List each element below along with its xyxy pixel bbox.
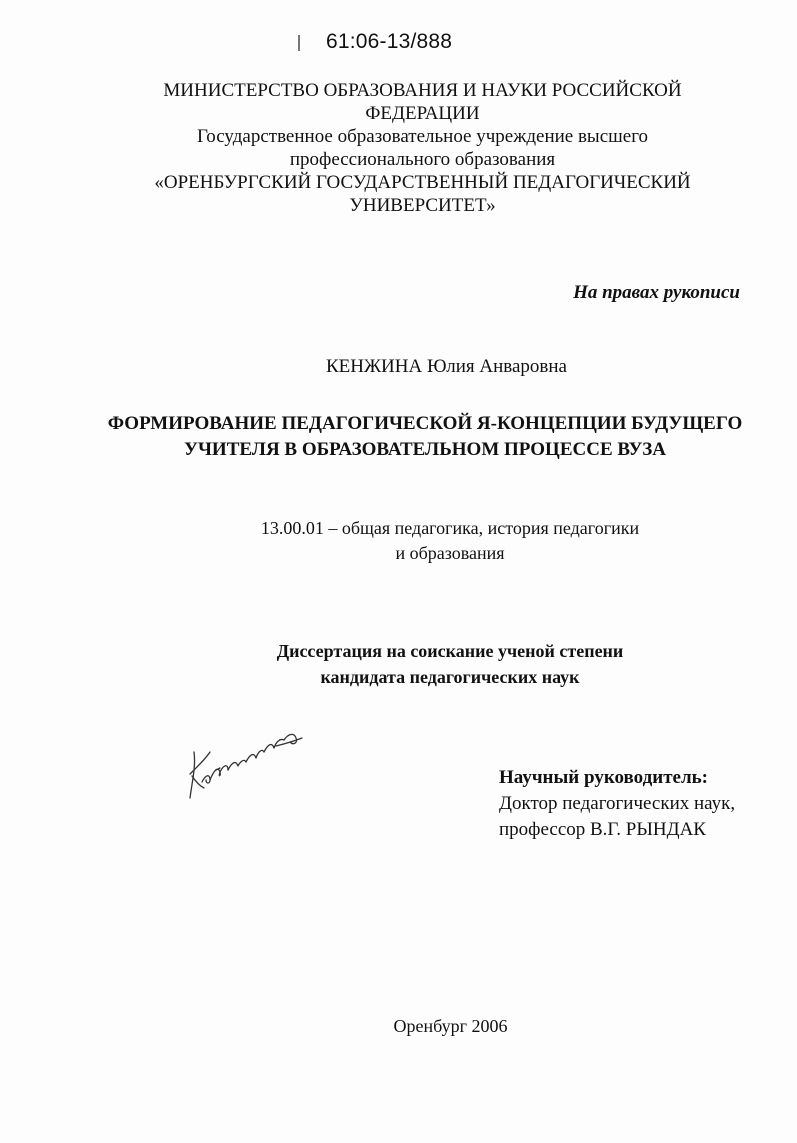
author-line [0,356,797,378]
dissertation-title [100,411,750,463]
supervisor-name: профессор В.Г. РЫНДАК [499,819,706,840]
university-line-2: УНИВЕРСИТЕТ» [349,195,496,216]
specialty-line-1: 13.00.01 – общая педагогика, история педагогики [260,518,640,538]
institution-line-2: профессионального образования [289,149,556,170]
degree-line-1: Диссертация на соискание ученой степени [276,641,624,661]
institution-header [150,79,695,217]
handwritten-signature [180,712,310,812]
supervisor-heading: Научный руководитель: [499,767,708,788]
title-line-2: УЧИТЕЛЯ В ОБРАЗОВАТЕЛЬНОМ ПРОЦЕССЕ ВУЗА [184,439,666,460]
supervisor-degree: Доктор педагогических наук, [499,793,736,814]
author-name: КЕНЖИНА Юлия Анваровна [326,356,567,377]
scan-mark [298,35,300,51]
institution-line-1: Государственное образовательное учреждение высшего [196,126,649,147]
university-line-1: «ОРЕНБУРГСКИЙ ГОСУДАРСТВЕННЫЙ ПЕДАГОГИЧЕСКИЙ [154,172,691,193]
catalog-number: 61:06-13/888 [326,30,453,53]
specialty-code [240,516,660,566]
title-line-1: ФОРМИРОВАНИЕ ПЕДАГОГИЧЕСКОЙ Я-КОНЦЕПЦИИ БУДУЩЕГО [107,413,743,434]
city-year: Оренбург 2006 [393,1016,508,1036]
ministry-line-1: МИНИСТЕРСТВО ОБРАЗОВАНИЯ И НАУКИ РОССИЙСКОЙ [163,80,682,101]
manuscript-note: На правах рукописи [573,282,740,303]
city-year-line [0,1016,797,1037]
supervisor-block [499,765,735,843]
degree-statement [250,638,650,690]
degree-line-2: кандидата педагогических наук [320,667,580,687]
specialty-line-2: и образования [395,543,505,563]
ministry-line-2: ФЕДЕРАЦИИ [365,103,480,124]
